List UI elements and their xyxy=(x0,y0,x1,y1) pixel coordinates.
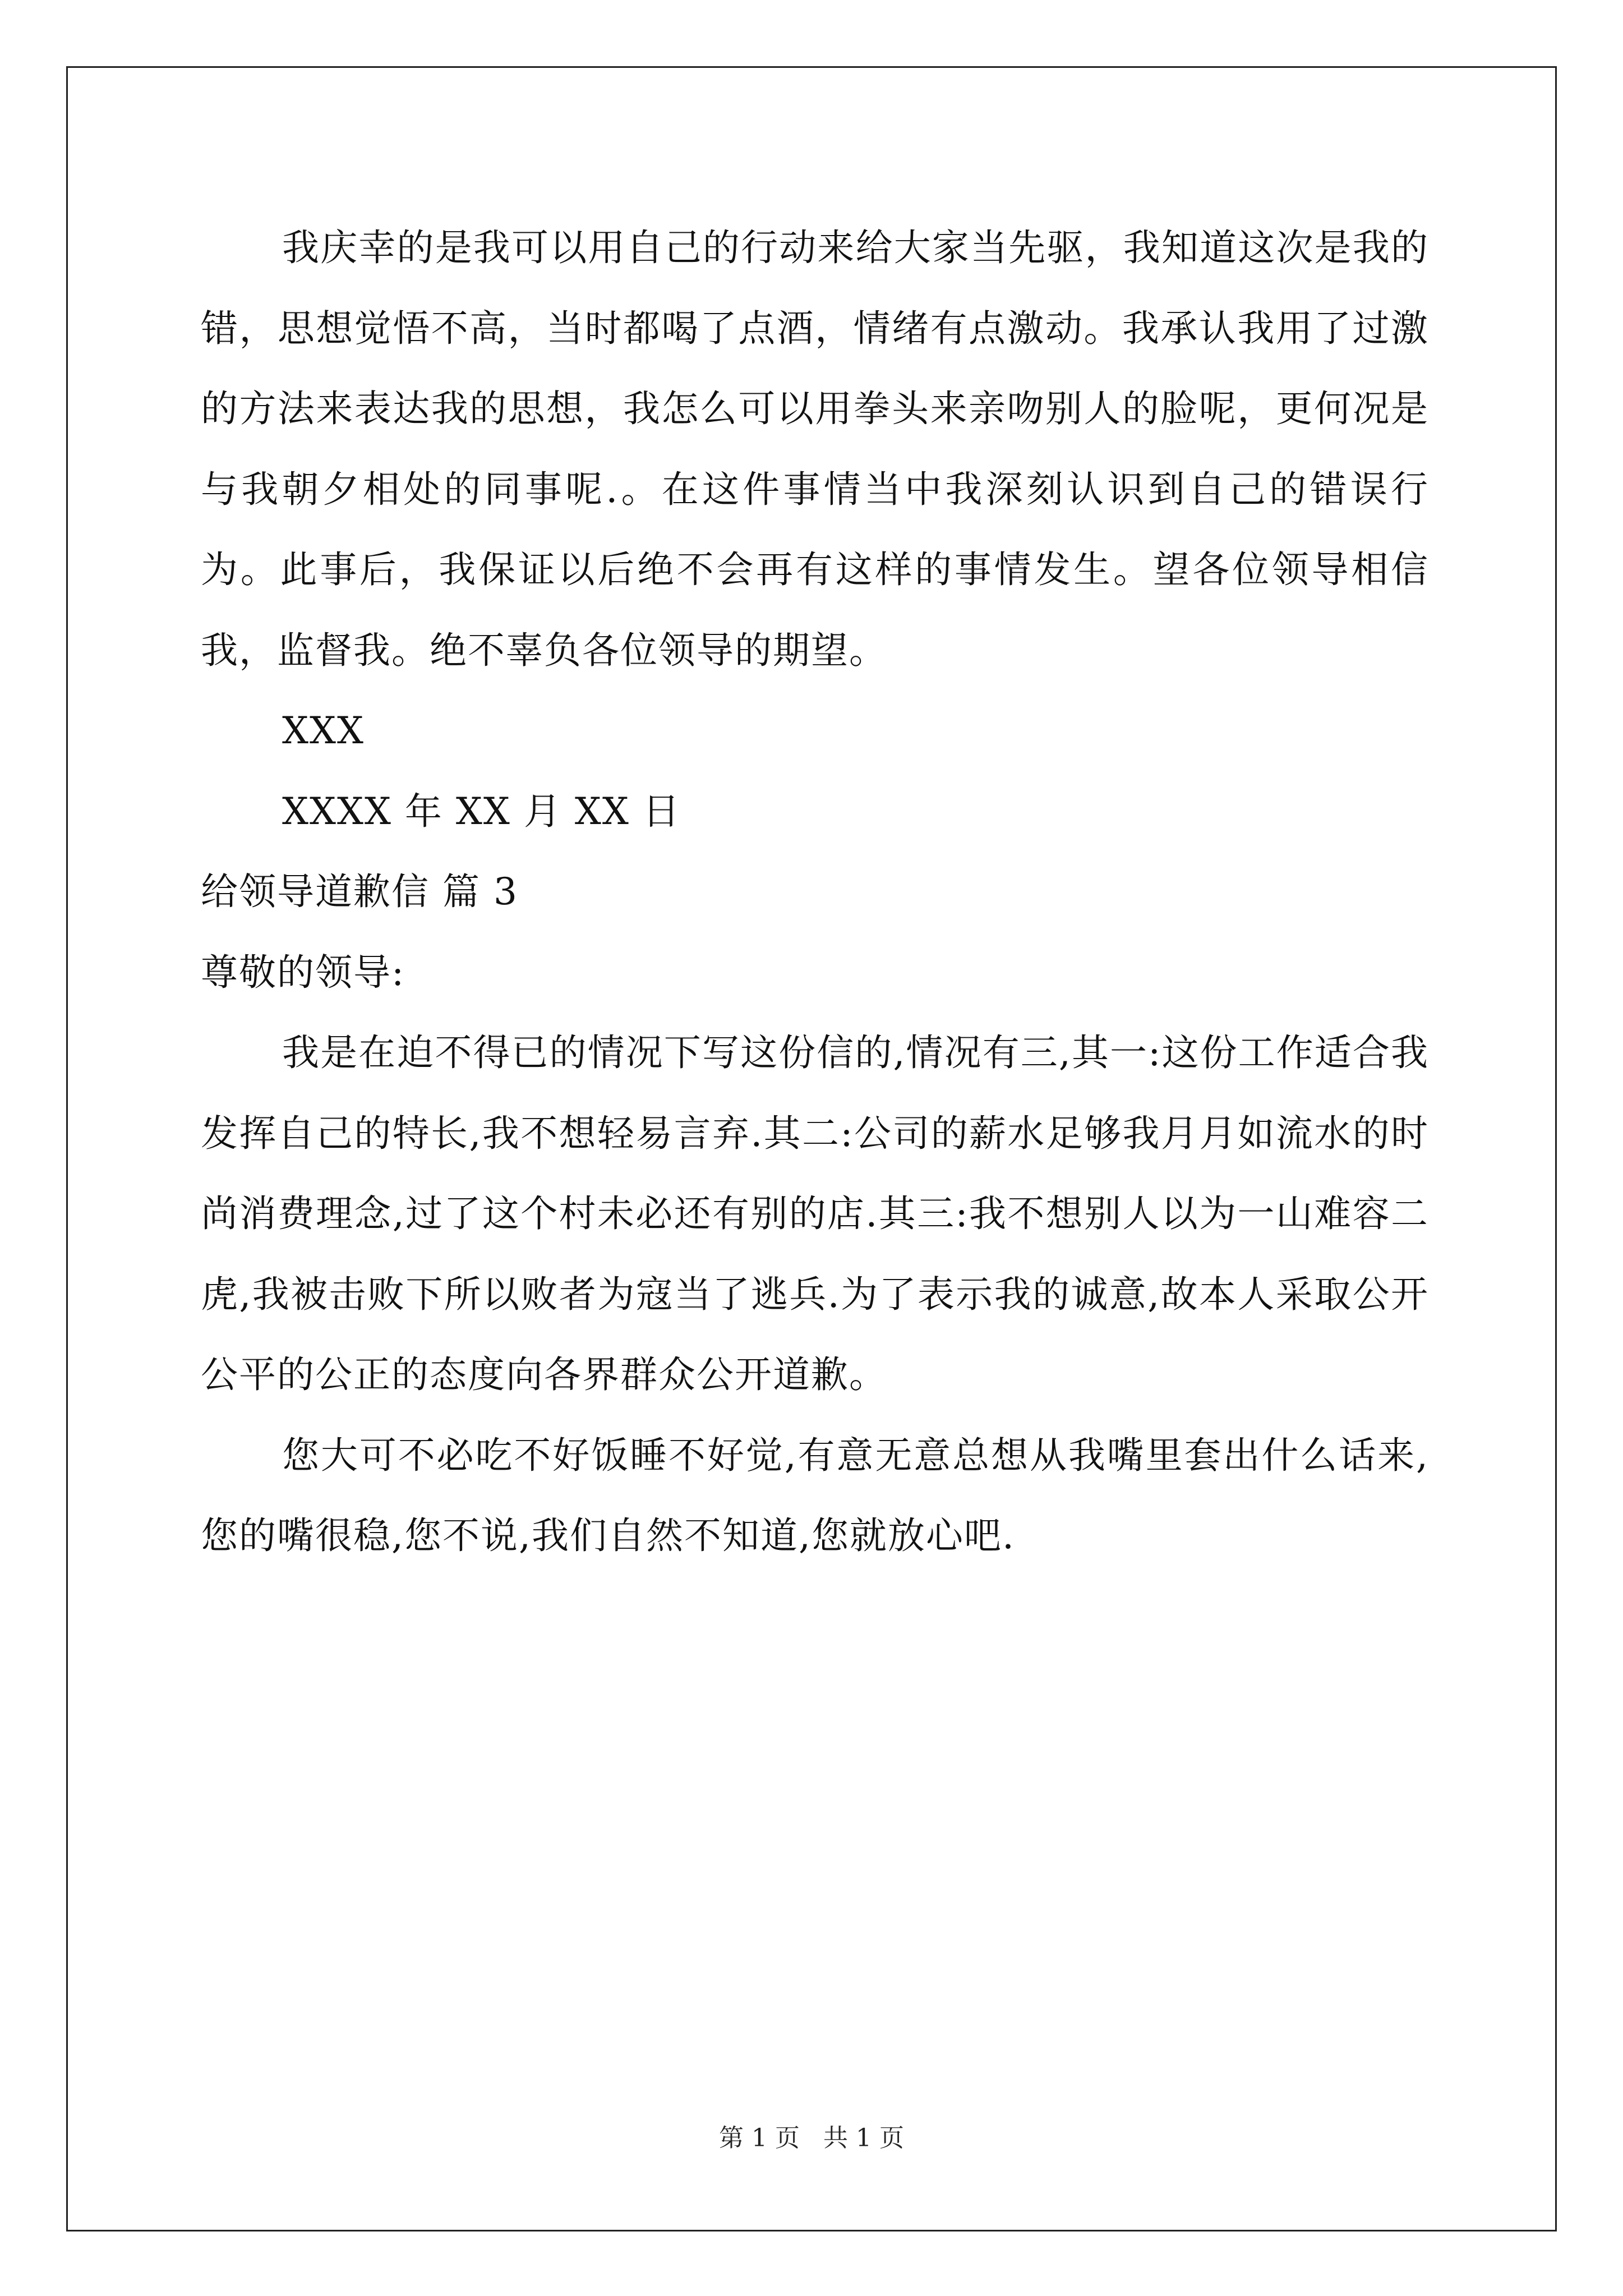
paragraph-apology-body: 我庆幸的是我可以用自己的行动来给大家当先驱，我知道这次是我的错，思想觉悟不高，当时都喝了点酒，情绪有点激动。我承认我用了过激的方法来表达我的思想，我怎么可以用拳头来亲吻别人的脸呢，更何况是与我朝夕相处的同事呢.。在这件事情当中我深刻认识到自己的错误行为。此事后，我保证以后绝不会再有这样的事情发生。望各位领导相信我，监督我。绝不辜负各位领导的期望。 xyxy=(201,226,1429,672)
signature-date: XXXX 年 XX 月 XX 日 xyxy=(282,789,681,833)
page-footer xyxy=(0,2118,1623,2154)
salutation: 尊敬的领导: xyxy=(201,950,405,994)
section-heading: 给领导道歉信 篇 3 xyxy=(201,870,518,913)
paragraph-closing: 您大可不必吃不好饭睡不好觉,有意无意总想从我嘴里套出什么话来,您的嘴很稳,您不说,我们自然不知道,您就放心吧. xyxy=(201,1433,1429,1557)
signature-name: XXX xyxy=(282,709,365,752)
page-total: 共 1 页 xyxy=(823,2124,904,2152)
paragraph-reasons: 我是在迫不得已的情况下写这份信的,情况有三,其一:这份工作适合我发挥自己的特长,我不想轻易言弃.其二:公司的薪水足够我月月如流水的时尚消费理念,过了这个村未必还有别的店.其三:我不想别人以为一山难容二虎,我被击败下所以败者为寇当了逃兵.为了表示我的诚意,故本人采取公开公平的公正的态度向各界群众公开道歉。 xyxy=(201,1031,1429,1396)
page-number: 第 1 页 xyxy=(719,2124,800,2152)
document-body xyxy=(201,208,1429,1576)
